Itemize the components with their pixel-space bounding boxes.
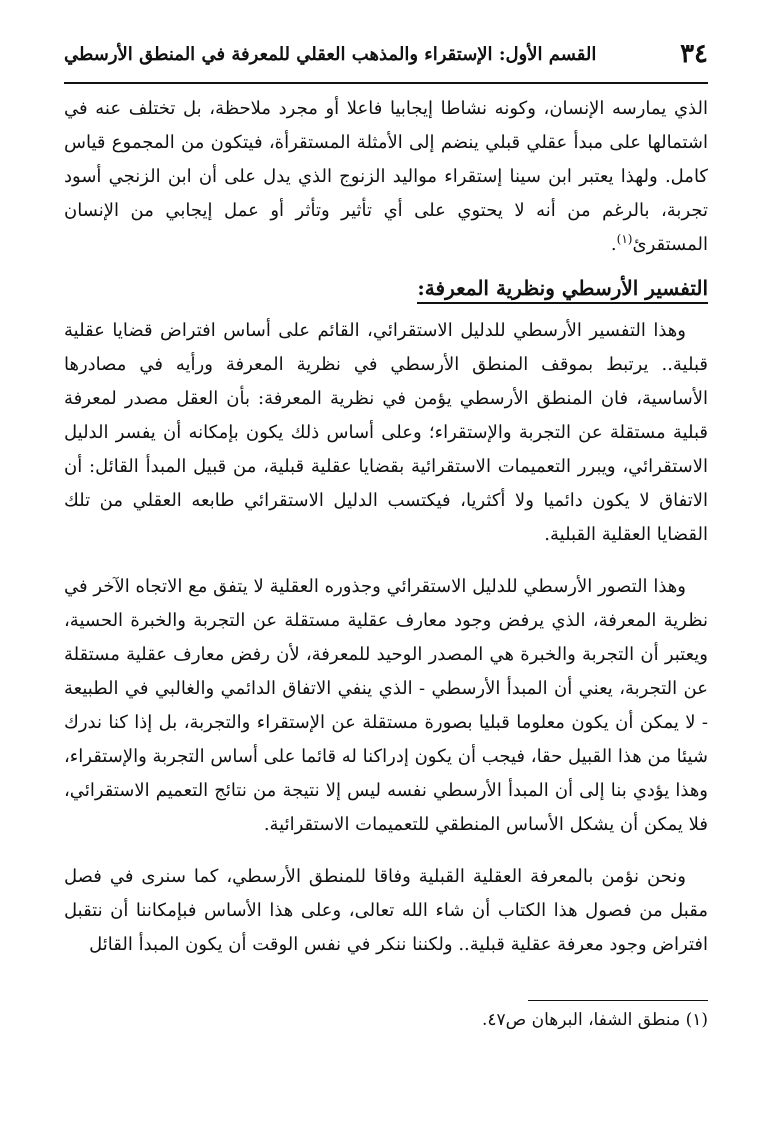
body-paragraph-3: ونحن نؤمن بالمعرفة العقلية القبلية وفاقا للمنطق الأرسطي، كما سنرى في فصل مقبل من فصول هذا الكتاب أن شاء الله تعالى، وعلى هذا الأساس فبإمكاننا أن نتقبل افتراض وجود معرفة عقلية قبلية.. ولكننا ننكر في نفس الوقت أن يكون المبدأ القائل [64, 866, 708, 955]
body-paragraph-2: وهذا التصور الأرسطي للدليل الاستقرائي وجذوره العقلية لا يتفق مع الاتجاه الآخر في نظرية المعرفة، الذي يرفض وجود معارف عقلية مستقلة عن التجربة والخبرة الحسية، ويعتبر أن التجربة والخبرة هي المصدر الوحيد للمعرفة، لأن رفض معارف عقلية مستقلة عن التجربة، يعني أن المبدأ الأرسطي - الذي ينفي الاتفاق الدائمي والغالبي في الطبيعة - لا يمكن أن يكون معلوما قبليا بصورة مستقلة عن الإستقراء والتجربة، بل إذا كنا ندرك شيئا من هذا القبيل حقا، فيجب أن يكون إدراكنا له قائما على أساس التجربة والإستقراء، وهذا يؤدي بنا إلى أن المبدأ الأرسطي نفسه ليس إلا نتيجة من نتائج التعميم الاستقرائي، فلا يمكن أن يشكل الأساس المنطقي للتعميمات الاستقرائية. [64, 576, 708, 835]
running-title: القسم الأول: الإستقراء والمذهب العقلي للمعرفة في المنطق الأرسطي [64, 43, 597, 65]
section-heading: التفسير الأرسطي ونظرية المعرفة: [417, 276, 708, 304]
footnote-text: منطق الشفا، البرهان ص٤٧. [482, 1010, 681, 1030]
page-header [64, 26, 708, 84]
footnote-marker: (١) [685, 1010, 708, 1030]
intro-paragraph-end: . [610, 234, 617, 255]
page-body [64, 92, 708, 962]
body-paragraph-1: وهذا التفسير الأرسطي للدليل الاستقرائي، القائم على أساس افتراض قضايا عقلية قبلية.. يرتبط بموقف المنطق الأرسطي في نظرية المعرفة ورأيه في مصادرها الأساسية، فان المنطق الأرسطي يؤمن في نظرية المعرفة: بأن العقل مصدر لمعرفة قبلية مستقلة عن التجربة والإستقراء؛ وعلى أساس ذلك يكون بإمكانه أن يفسر الدليل الاستقرائي، ويبرر التعميمات الاستقرائية بقضايا عقلية قبلية، من قبيل المبدأ القائل: أن الاتفاق لا يكون دائميا ولا أكثريا، فيكتسب الدليل الاستقرائي طابعه العقلي من تلك القضايا العقلية القبلية. [64, 320, 708, 545]
footnote-reference: (١) [616, 232, 633, 246]
intro-paragraph-text: الذي يمارسه الإنسان، وكونه نشاطا إيجابيا فاعلا أو مجرد ملاحظة، بل تختلف عنه في اشتمالها على مبدأ عقلي قبلي ينضم إلى الأمثلة المستقرأة، فيتكون من المجموع قياس كامل. ولهذا يعتبر ابن سينا إستقراء مواليد الزنوج الذي يدل على أن ابن الزنجي أسود تجربة، بالرغم من أنه لا يحتوي على أي تأثير وتأثر أو عمل إيجابي من الإنسان المستقرئ [64, 98, 708, 255]
intro-paragraph [64, 92, 708, 262]
footnote [64, 1006, 708, 1034]
page-number: ٣٤ [680, 39, 708, 69]
footnote-divider [528, 1000, 708, 1001]
